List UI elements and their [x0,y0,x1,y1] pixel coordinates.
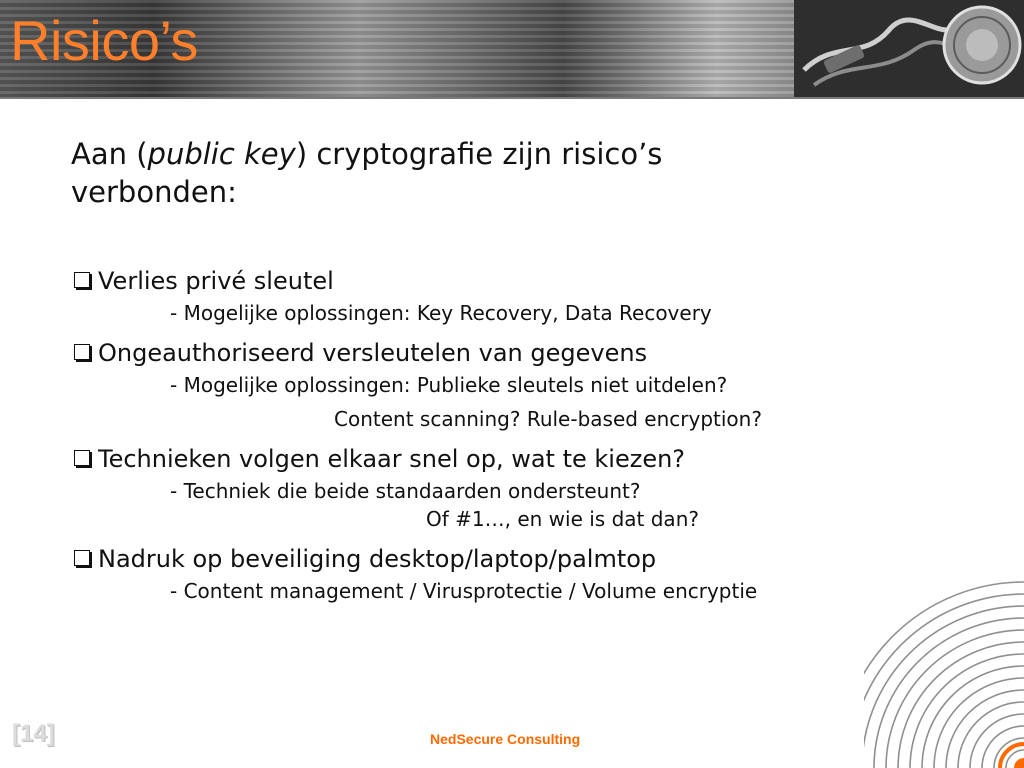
sub-point-line: - Techniek die beide standaarden ondersteunt? [170,479,641,503]
checkbox-bullet-icon [74,450,90,466]
page-number: [14] [12,720,55,747]
bullet-text: Verlies privé sleutel [98,267,334,295]
bullet-item [74,540,974,578]
intro-suffix: ) cryptografie zijn risico’s verbonden: [71,137,663,209]
sub-point: - Content management / Virusprotectie / Volume encryptie [170,579,758,603]
bullet-item [74,334,974,372]
checkbox-bullet-icon [74,344,90,360]
intro-prefix: Aan ( [71,137,148,171]
sub-point [170,372,974,440]
bullet-item [74,440,974,478]
header-divider [0,97,1024,99]
checkbox-bullet-icon [74,272,90,288]
intro-text [71,135,831,211]
sub-point-line: Of #1…, en wie is dat dan? [426,507,699,531]
sub-point-line: Content scanning? Rule-based encryption? [334,407,762,431]
bullet-text: Nadruk op beveiliging desktop/laptop/palmtop [98,545,657,573]
sub-point-line: - Mogelijke oplossingen: Publieke sleutels niet uitdelen? [170,373,728,397]
footer-brand: NedSecure Consulting [430,731,581,747]
sub-point [170,478,974,540]
header-graphic-icon [794,0,1024,97]
header-banner [0,0,1024,97]
bullet-item [74,262,974,300]
bullet-text: Technieken volgen elkaar snel op, wat te kiezen? [98,445,686,473]
bullet-list [74,262,974,612]
slide-title: Risico’s [10,9,198,72]
checkbox-bullet-icon [74,550,90,566]
bullet-text: Ongeauthoriseerd versleutelen van gegevens [98,339,648,367]
intro-emphasis: public key [147,137,296,171]
sub-point: - Mogelijke oplossingen: Key Recovery, Data Recovery [170,301,712,325]
